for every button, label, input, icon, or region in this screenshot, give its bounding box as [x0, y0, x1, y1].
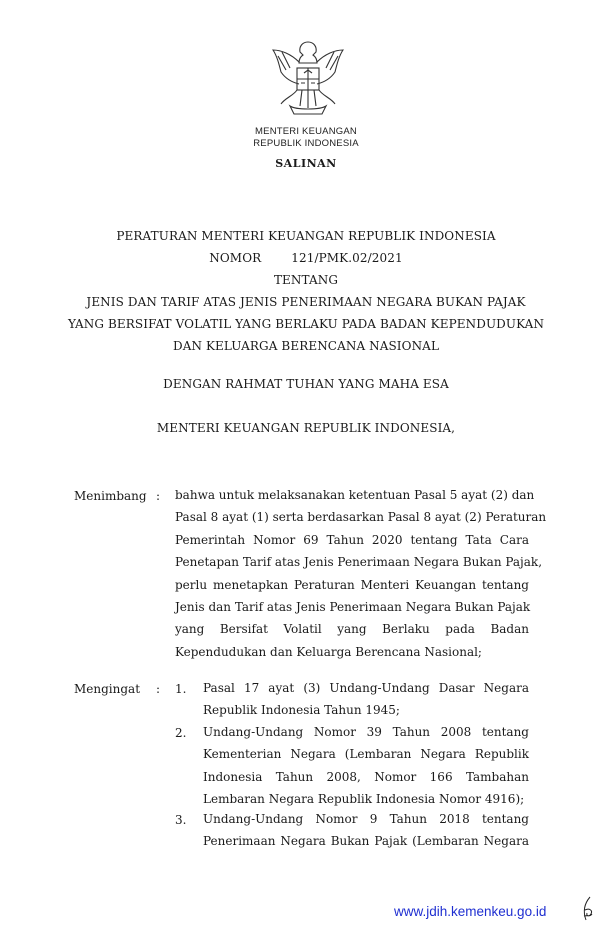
- signature-initial-icon: [580, 896, 596, 922]
- item-number: 1.: [175, 682, 187, 696]
- authority: MENTERI KEUANGAN REPUBLIK INDONESIA,: [156, 421, 456, 435]
- salinan-stamp: SALINAN: [275, 157, 337, 170]
- regulation-title: PERATURAN MENTERI KEUANGAN REPUBLIK INDONESIA: [116, 229, 496, 243]
- nomor-value: 121/PMK.02/2021: [291, 251, 403, 265]
- subject-line-3: DAN KELUARGA BERENCANA NASIONAL: [172, 339, 440, 353]
- mengingat-label: Mengingat: [74, 682, 141, 696]
- item-number: 2.: [175, 726, 187, 740]
- jdih-link[interactable]: www.jdih.kemenkeu.go.id: [394, 904, 547, 919]
- header-org-line-2: REPUBLIK INDONESIA: [253, 138, 359, 149]
- garuda-emblem-icon: [268, 38, 348, 122]
- item-number: 3.: [175, 813, 187, 827]
- subject-line-1: JENIS DAN TARIF ATAS JENIS PENERIMAAN NEGARA BUKAN PAJAK: [86, 295, 526, 309]
- mengingat-item-2: [203, 721, 529, 811]
- text-line: Undang-Undang Nomor 9 Tahun 2018 tentang: [203, 812, 529, 826]
- header-org-line-1: MENTERI KEUANGAN: [255, 126, 357, 137]
- menimbang-text: [175, 484, 547, 663]
- tentang-label: TENTANG: [273, 273, 339, 287]
- text-line: Pemerintah Nomor 69 Tahun 2020 tentang Tata Cara: [175, 532, 529, 547]
- text-line: bahwa untuk melaksanakan ketentuan Pasal 5 ayat (2) dan: [175, 488, 535, 502]
- menimbang-label: Menimbang: [74, 489, 147, 503]
- text-line: yang Bersifat Volatil yang Berlaku pada Badan: [175, 622, 529, 637]
- mengingat-item-3: [203, 808, 529, 853]
- text-line: Penerimaan Negara Bukan Pajak (Lembaran Negara: [203, 834, 529, 849]
- text-line: Pasal 17 ayat (3) Undang-Undang Dasar Negara: [203, 681, 529, 695]
- text-line: Indonesia Tahun 2008, Nomor 166 Tambahan: [203, 769, 529, 784]
- invocation: DENGAN RAHMAT TUHAN YANG MAHA ESA: [163, 377, 449, 391]
- text-line: Penetapan Tarif atas Jenis Penerimaan Negara Bukan Pajak,: [175, 555, 543, 570]
- text-line: Lembaran Negara Republik Indonesia Nomor 4916);: [203, 792, 525, 807]
- nomor-label: NOMOR: [209, 251, 262, 265]
- text-line: Republik Indonesia Tahun 1945;: [203, 703, 400, 718]
- mengingat-colon: :: [156, 682, 161, 696]
- text-line: perlu menetapkan Peraturan Menteri Keuangan tentang: [175, 577, 529, 592]
- subject-line-2: YANG BERSIFAT VOLATIL YANG BERLAKU PADA BADAN KEPENDUDUKAN: [67, 317, 545, 331]
- mengingat-item-1: [203, 677, 529, 722]
- text-line: Undang-Undang Nomor 39 Tahun 2008 tentang: [203, 725, 529, 739]
- text-line: Jenis dan Tarif atas Jenis Penerimaan Negara Bukan Pajak: [175, 599, 531, 614]
- regulation-number: [60, 251, 552, 265]
- text-line: Kependudukan dan Keluarga Berencana Nasional;: [175, 644, 482, 659]
- text-line: Pasal 8 ayat (1) serta berdasarkan Pasal 8 ayat (2) Peraturan: [175, 510, 547, 525]
- menimbang-colon: :: [156, 489, 161, 503]
- text-line: Kementerian Negara (Lembaran Negara Republik: [203, 747, 529, 762]
